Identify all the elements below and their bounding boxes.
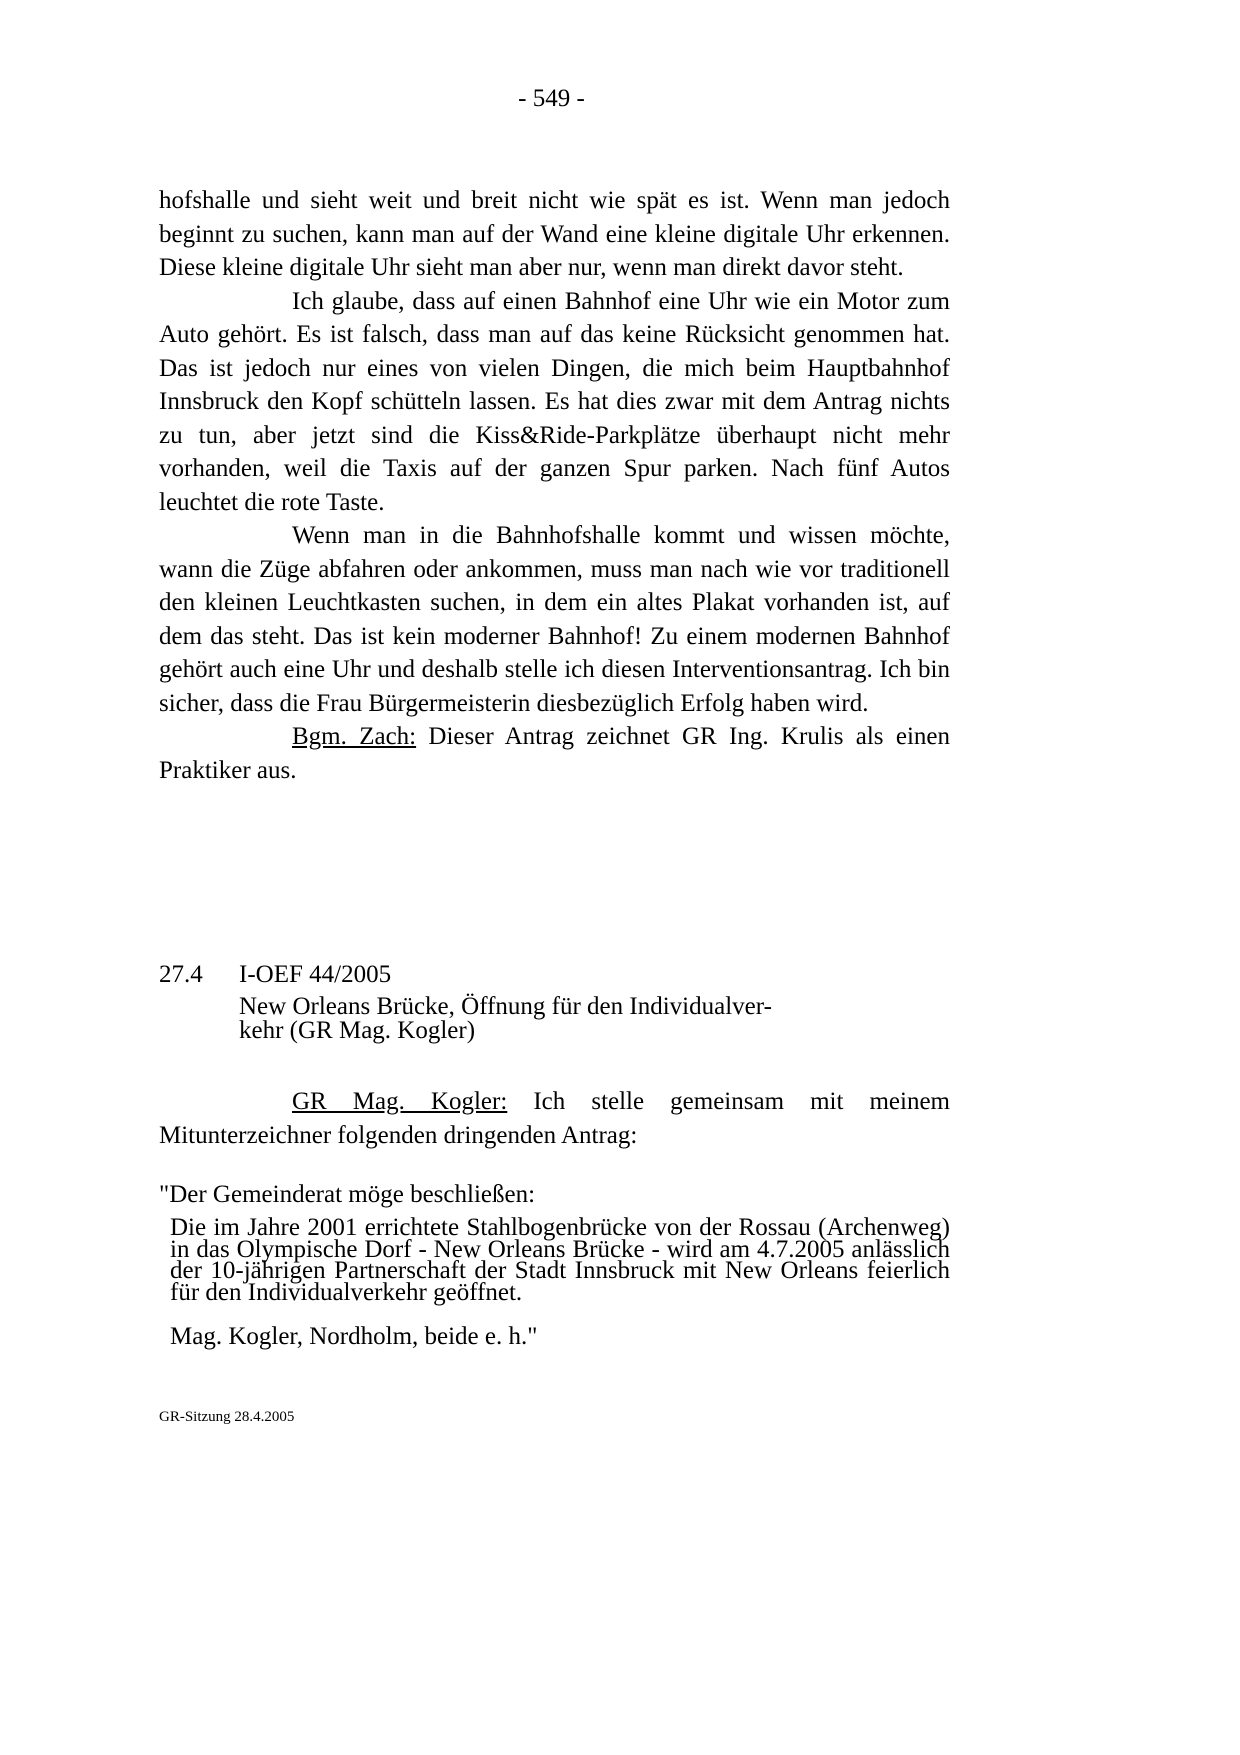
kogler-statement-block — [159, 1085, 950, 1152]
agenda-item-code: I-OEF 44/2005 — [239, 961, 392, 988]
agenda-item-title-line-1: New Orleans Brücke, Öffnung für den Individualver- — [239, 993, 772, 1020]
motion-quote-body: Die im Jahre 2001 errichtete Stahlbogenbrücke von der Rossau (Archenweg) in das Olympische Dorf - New Orleans Brücke - wird am 4.7.2005 anlässlich der 10-jährigen Partnerschaft der Stadt Innsbruck mit New Orleans feierlich für den Individualverkehr geöffnet. — [170, 1214, 950, 1306]
page-number: - 549 - — [518, 85, 585, 112]
speaker-mayor: Bgm. Zach: — [292, 723, 417, 750]
agenda-item-title — [239, 995, 819, 1043]
motion-quote-signature: Mag. Kogler, Nordholm, beide e. h." — [170, 1323, 538, 1350]
agenda-item-number: 27.4 — [159, 961, 203, 988]
paragraph-clock-argument: Ich glaube, dass auf einen Bahnhof eine Uhr wie ein Motor zum Auto gehört. Es ist falsch, dass man auf das keine Rücksicht genommen hat. Das ist jedoch nur eines von vielen Dingen, die mich beim Hauptbahnhof Innsbruck den Kopf schütteln lassen. Es hat dies zwar mit dem Antrag nichts zu tun, aber jetzt sind die Kiss&Ride-Parkplätze überhaupt nicht mehr vorhanden, weil die Taxis auf der ganzen Spur parken. Nach fünf Autos leuchtet die rote Taste. — [159, 287, 950, 516]
motion-quote-intro: "Der Gemeinderat möge beschließen: — [159, 1181, 536, 1208]
paragraph-continuation: hofshalle und sieht weit und breit nicht wie spät es ist. Wenn man jedoch beginnt zu suchen, kann man auf der Wand eine kleine digitale Uhr erkennen. Diese kleine digitale Uhr sieht man aber nur, wenn man direkt davor steht. — [159, 187, 950, 281]
speaker-kogler: GR Mag. Kogler: — [292, 1088, 508, 1115]
paragraph-mayor-remark — [159, 720, 950, 787]
paragraph-station-hall: Wenn man in die Bahnhofshalle kommt und wissen möchte, wann die Züge abfahren oder ankommen, muss man nach wie vor traditionell den kleinen Leuchtkasten suchen, in dem ein altes Plakat vorhanden ist, auf dem das steht. Das ist kein moderner Bahnhof! Zu einem modernen Bahnhof gehört auch eine Uhr und deshalb stelle ich diesen Interventionsantrag. Ich bin sicher, dass die Frau Bürgermeisterin diesbezüglich Erfolg haben wird. — [159, 522, 950, 717]
speech-text-block — [159, 184, 950, 787]
footer-session-date: GR-Sitzung 28.4.2005 — [159, 1409, 295, 1425]
paragraph-kogler-motion — [159, 1085, 950, 1152]
mayor-remark-text: Dieser Antrag zeichnet GR Ing. Krulis als einen Praktiker aus. — [159, 723, 950, 784]
kogler-motion-text: Ich stelle gemeinsam mit meinem Mitunterzeichner folgenden dringenden Antrag: — [159, 1088, 951, 1149]
agenda-item-title-line-2: kehr (GR Mag. Kogler) — [239, 1017, 476, 1044]
